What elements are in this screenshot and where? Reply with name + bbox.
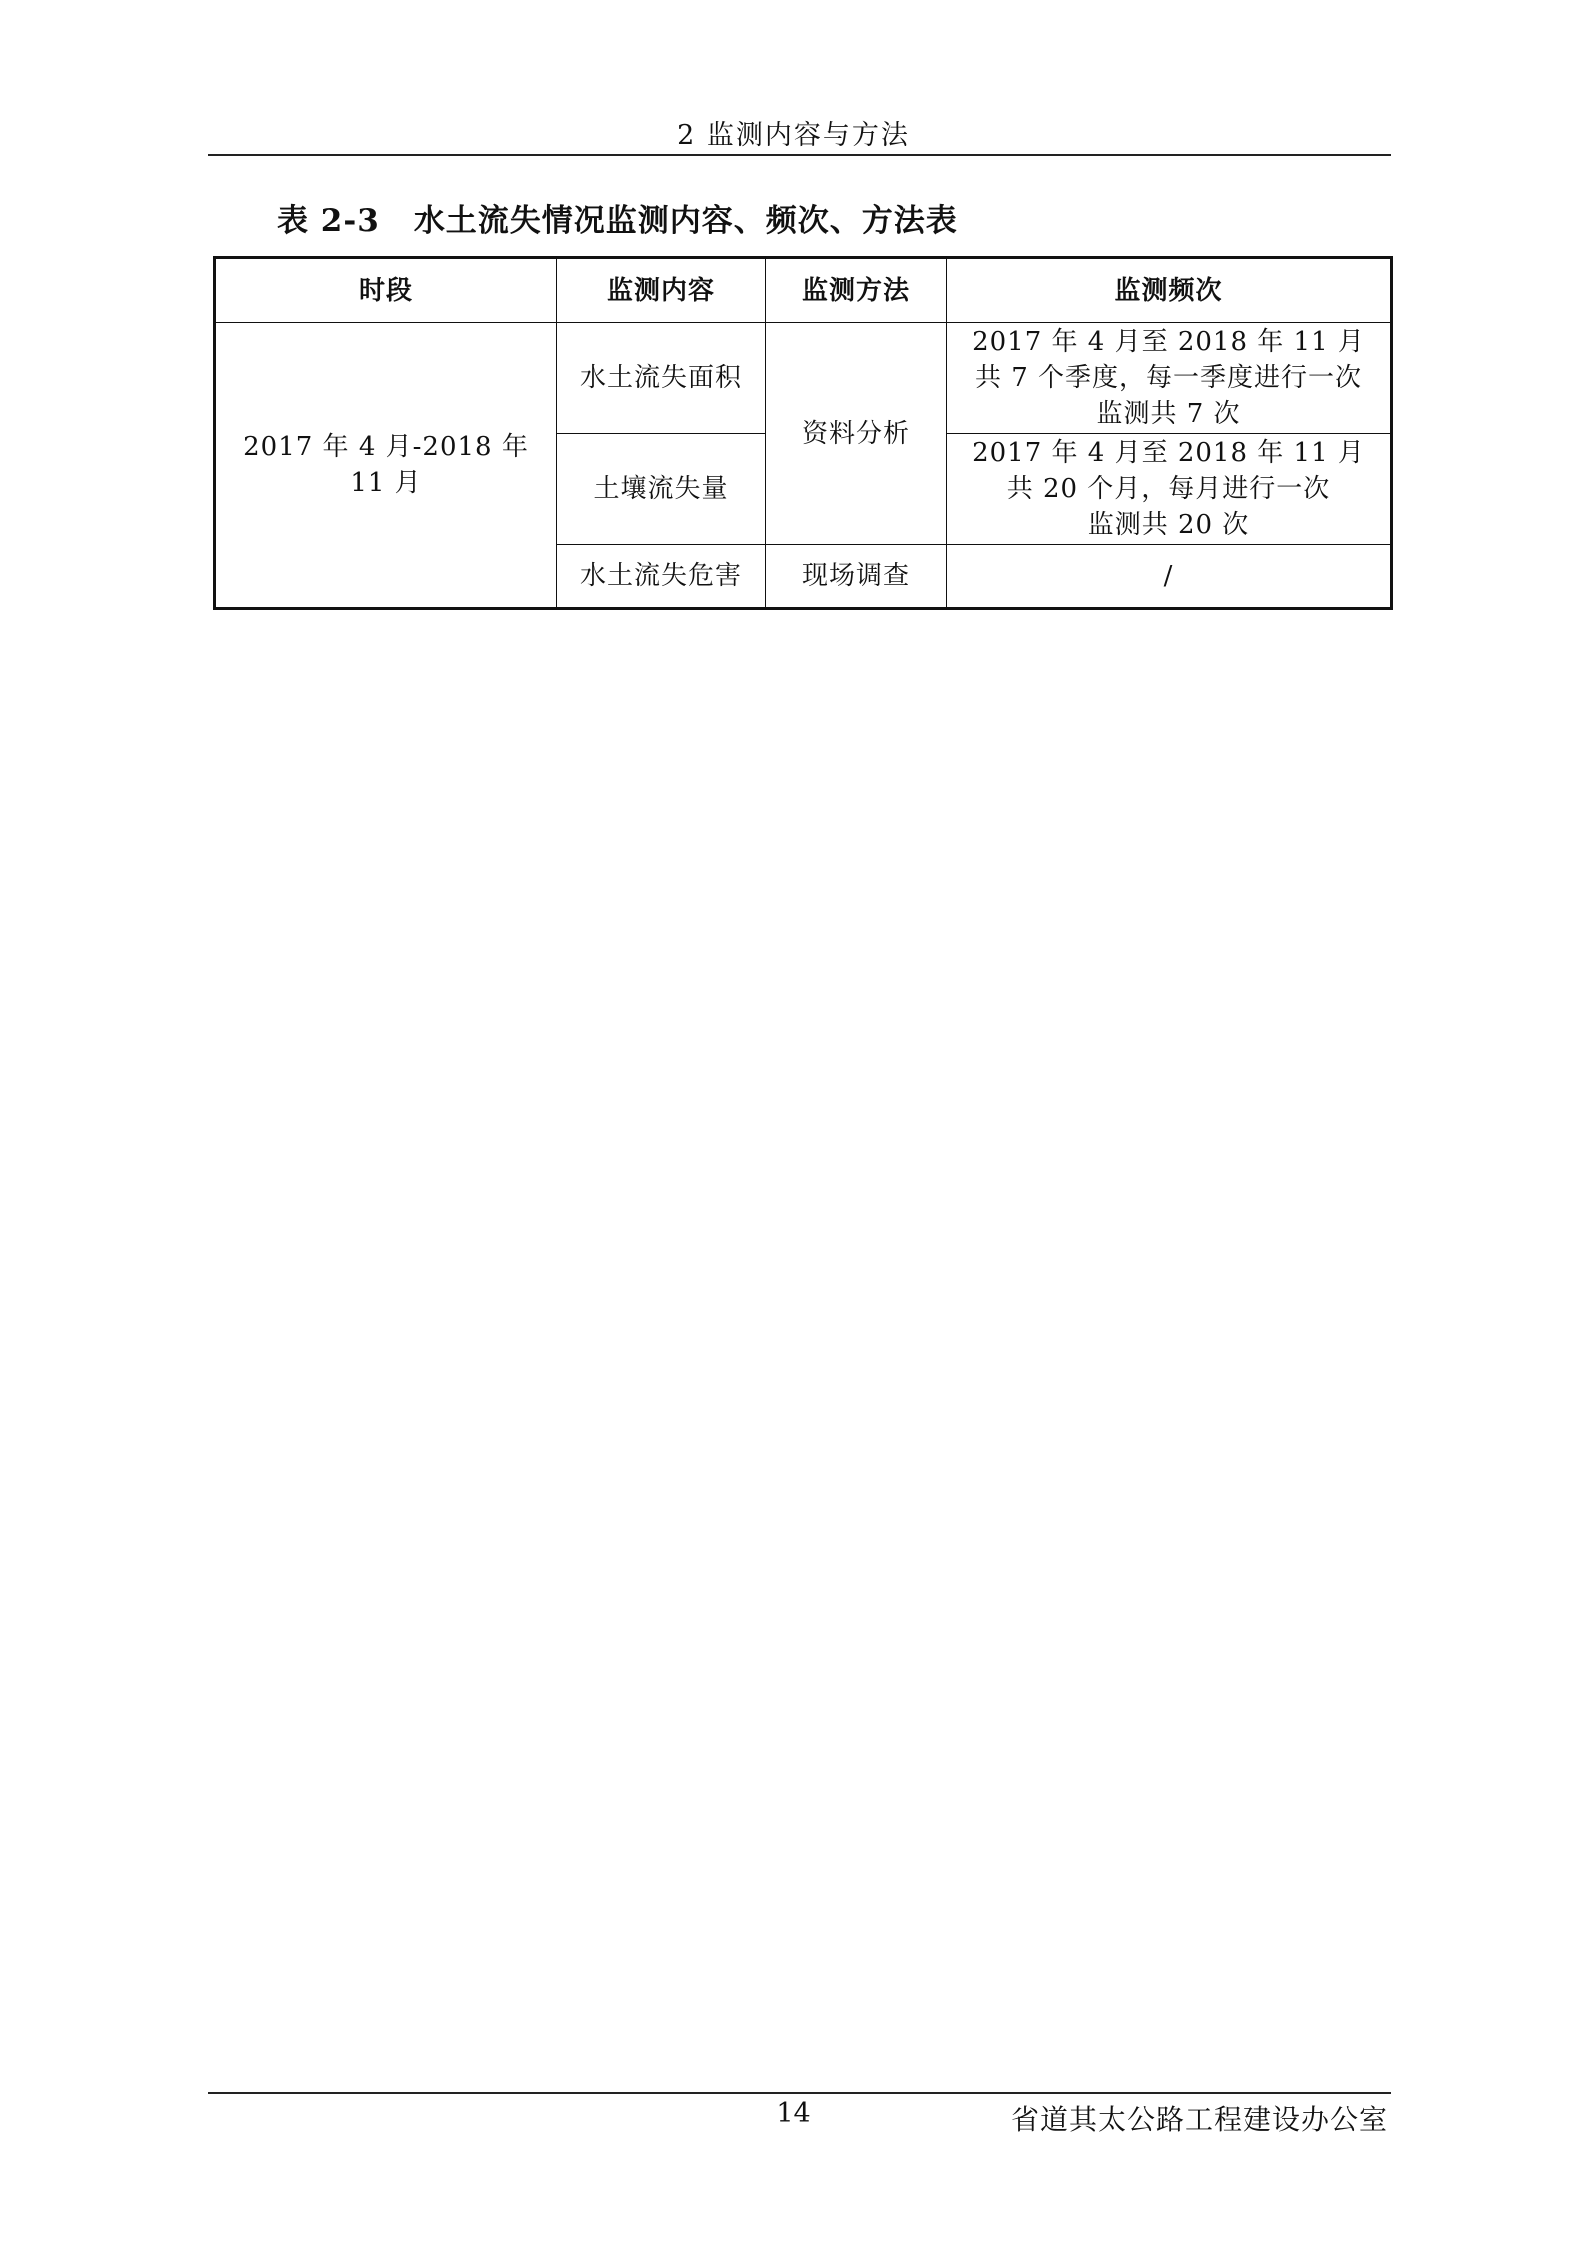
- content-cell: 水土流失危害: [557, 545, 766, 609]
- period-cell: 2017 年 4 月-2018 年 11 月: [215, 323, 557, 609]
- page-number: 14: [776, 2098, 811, 2129]
- frequency-line: 2017 年 4 月至 2018 年 11 月: [972, 327, 1365, 357]
- header-content: 监测内容: [557, 258, 766, 323]
- footer-organization: 省道其太公路工程建设办公室: [1010, 2103, 1388, 2136]
- running-header: 2 监测内容与方法: [677, 120, 910, 151]
- frequency-cell: [947, 323, 1392, 434]
- table-header-row: [215, 258, 1392, 323]
- frequency-line: 监测共 20 次: [1087, 510, 1250, 540]
- table-caption-title: 水土流失情况监测内容、频次、方法表: [413, 203, 958, 239]
- monitoring-table: [213, 256, 1393, 610]
- table-caption-number: 表 2-3: [277, 203, 380, 239]
- frequency-line: 共 7 个季度，每一季度进行一次: [974, 363, 1363, 393]
- frequency-line: 共 20 个月，每月进行一次: [1006, 474, 1331, 504]
- header-rule: [208, 154, 1391, 156]
- frequency-line: 监测共 7 次: [1096, 399, 1241, 429]
- frequency-cell: [947, 434, 1392, 545]
- header-frequency: 监测频次: [947, 258, 1392, 323]
- header-method: 监测方法: [766, 258, 947, 323]
- content-cell: 土壤流失量: [557, 434, 766, 545]
- frequency-line: 2017 年 4 月至 2018 年 11 月: [972, 438, 1365, 468]
- table-caption: [277, 195, 958, 240]
- frequency-cell: /: [947, 545, 1392, 609]
- table-row: [215, 323, 1392, 434]
- footer-rule: [208, 2092, 1391, 2094]
- method-cell: 资料分析: [766, 323, 947, 545]
- header-period: 时段: [215, 258, 557, 323]
- content-cell: 水土流失面积: [557, 323, 766, 434]
- method-cell: 现场调查: [766, 545, 947, 609]
